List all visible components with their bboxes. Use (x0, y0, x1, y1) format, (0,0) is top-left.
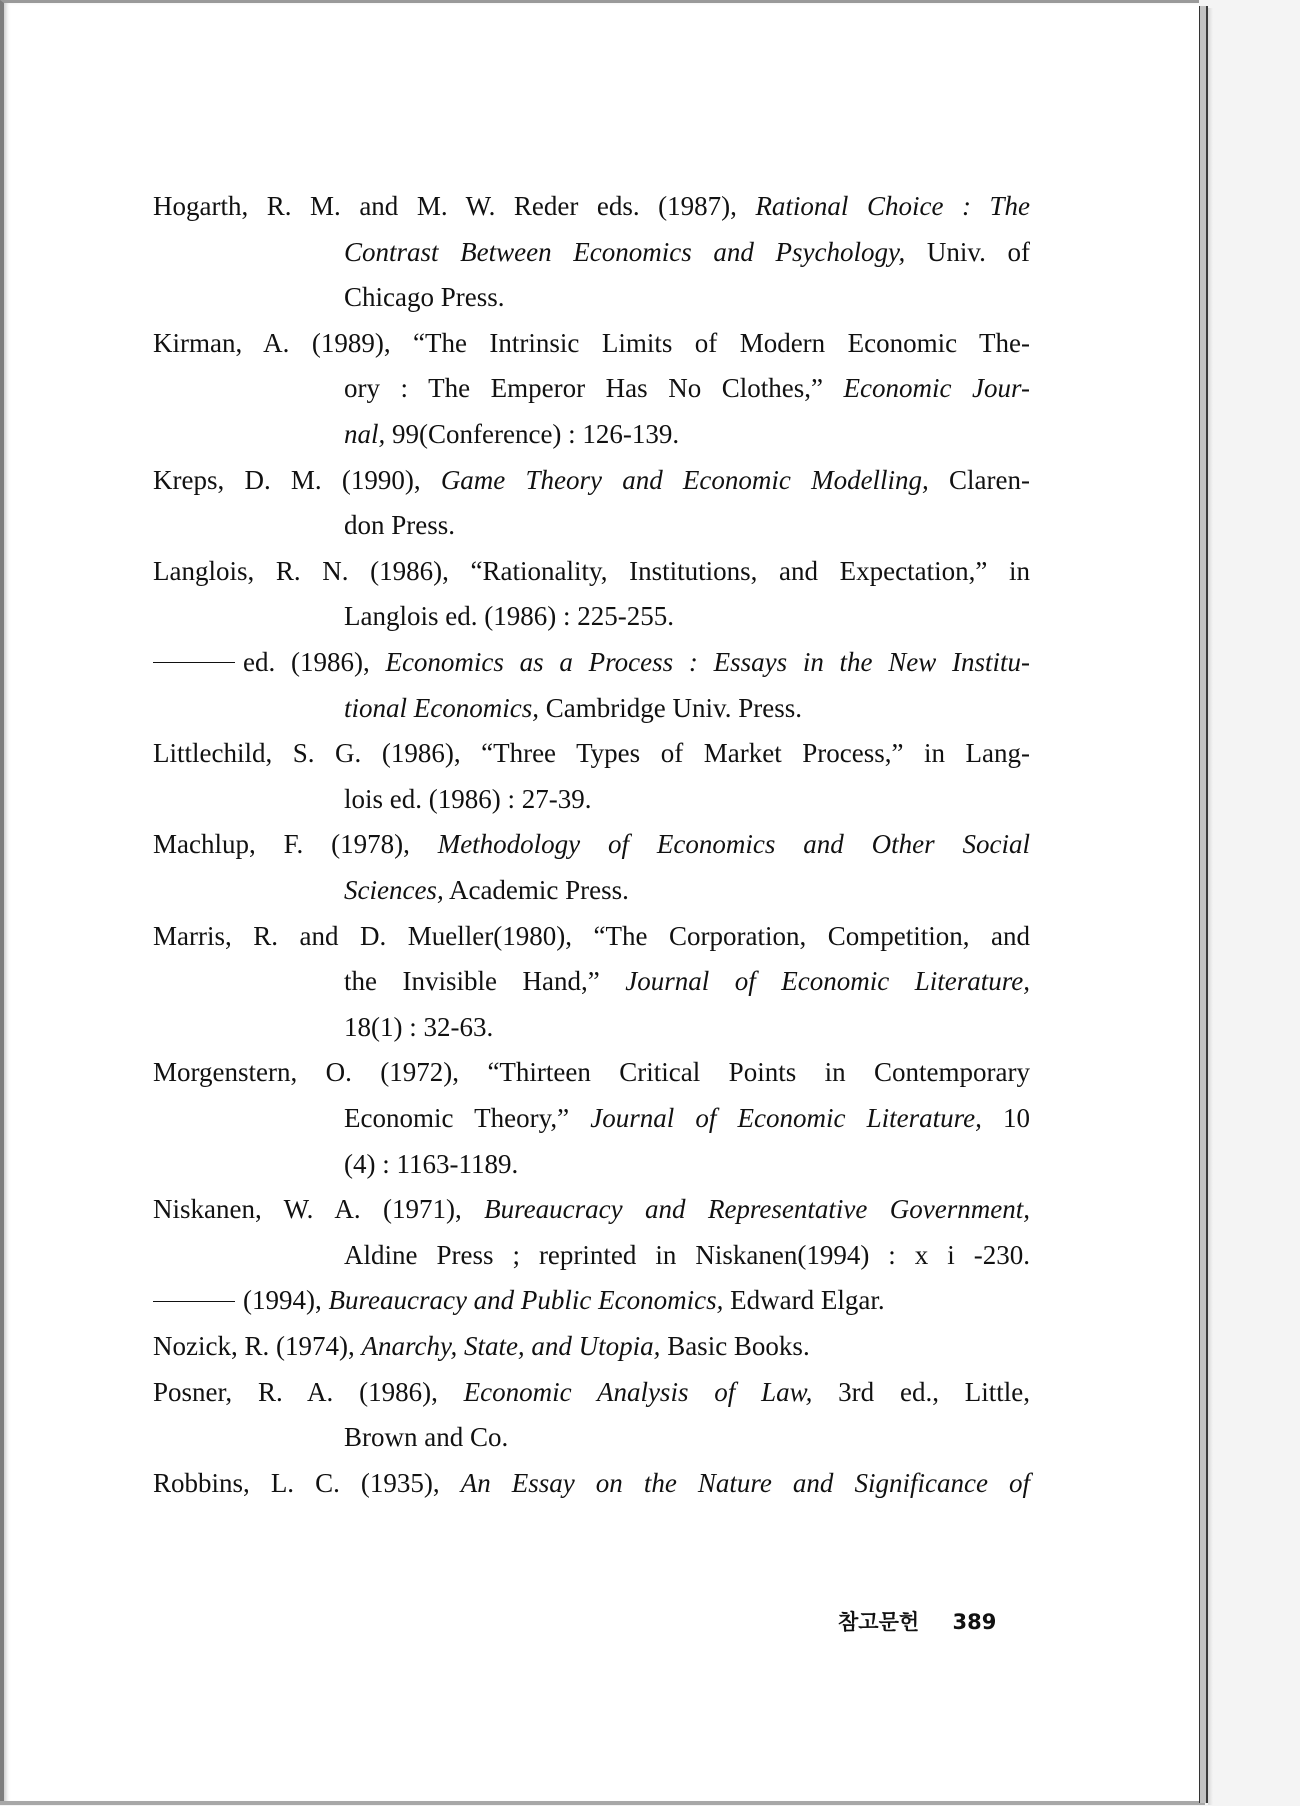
reference-title-italic: Bureaucracy and Representative Government, (484, 1194, 1031, 1225)
reference-entry-line (153, 919, 1030, 953)
reference-entry-line (153, 736, 1030, 770)
reference-title-italic: Bureaucracy and Public Economics, (328, 1285, 724, 1316)
reference-entry-line (153, 554, 1030, 588)
reference-text: Chicago Press. (344, 282, 505, 313)
reference-title-italic: Journal of Economic Literature, (590, 1103, 982, 1133)
reference-text: 10 (981, 1103, 1030, 1133)
reference-text: Morgenstern, O. (1972), “Thirteen Critical Points in Contemporary (153, 1057, 1030, 1088)
reference-continuation-line (344, 508, 1030, 542)
reference-text: (1994), (243, 1285, 329, 1316)
reference-entry-line (153, 326, 1030, 360)
reference-text: Economic Theory,” (344, 1103, 591, 1133)
reference-entry-line (153, 827, 1030, 861)
reference-entry-line (153, 1283, 1030, 1317)
reference-continuation-line (344, 1101, 1030, 1135)
reference-continuation-line (344, 280, 1030, 314)
reference-entry-line (153, 1466, 1030, 1500)
reference-text: Nozick, R. (1974), (153, 1331, 362, 1361)
reference-text: lois ed. (1986) : 27-39. (344, 783, 592, 814)
reference-title-italic: An Essay on the Nature and Significance of (460, 1467, 1030, 1498)
reference-text: Kirman, A. (1989), “The Intrinsic Limits of Modern Economic The- (153, 327, 1030, 358)
reference-text: the Invisible Hand,” (344, 966, 626, 997)
reference-text: Claren- (928, 464, 1030, 495)
reference-continuation-line (344, 1010, 1030, 1044)
reference-continuation-line (344, 371, 1030, 405)
reference-text: Hogarth, R. M. and M. W. Reder eds. (1987), (153, 191, 756, 221)
reference-text: 18(1) : 32-63. (344, 1011, 494, 1042)
reference-title-italic: Sciences, (344, 875, 444, 905)
reference-text: Robbins, L. C. (1935), (153, 1467, 461, 1498)
reference-text: ed. (1986), (243, 647, 386, 677)
reference-text: (4) : 1163-1189. (344, 1148, 519, 1179)
reference-continuation-line (344, 1238, 1030, 1272)
reference-text: Langlois ed. (1986) : 225-255. (344, 601, 674, 632)
reference-title-italic: Journal of Economic Literature, (625, 966, 1030, 997)
reference-title-italic: Economic Analysis of Law, (463, 1376, 813, 1407)
reference-entry-line (153, 1055, 1030, 1089)
reference-title-italic: Game Theory and Economic Modelling, (440, 464, 929, 495)
reference-text: Brown and Co. (344, 1422, 509, 1453)
reference-continuation-line (344, 417, 1030, 451)
reference-text: Basic Books. (660, 1331, 810, 1361)
reference-title-italic: Methodology of Economics and Other Social (437, 829, 1030, 860)
reference-title-italic: nal, (344, 419, 386, 449)
reference-text: Marris, R. and D. Mueller(1980), “The Corporation, Competition, and (153, 920, 1030, 951)
reference-title-italic: Economics as a Process : Essays in the New Institu- (385, 647, 1031, 677)
reference-continuation-line (344, 873, 1030, 907)
reference-text: Kreps, D. M. (1990), (153, 464, 441, 495)
reference-continuation-line (344, 599, 1030, 633)
reference-text: Posner, R. A. (1986), (153, 1376, 464, 1407)
reference-entry-line (153, 1375, 1030, 1409)
reference-title-italic: tional Economics, (344, 692, 539, 723)
reference-entry-line (153, 463, 1030, 497)
reference-continuation-line (344, 691, 1030, 725)
reference-text: Academic Press. (443, 875, 629, 905)
page-spine-edge (1199, 6, 1208, 1803)
reference-text: Littlechild, S. G. (1986), “Three Types of Market Process,” in Lang- (153, 738, 1030, 769)
reference-text: 3rd ed., Little, (812, 1376, 1030, 1407)
reference-entry-line (153, 645, 1030, 679)
reference-text: don Press. (344, 510, 456, 541)
reference-title-italic: Contrast Between Economics and Psychology, (344, 236, 906, 267)
page-shadow (1208, 8, 1213, 1805)
reference-continuation-line (344, 964, 1030, 998)
reference-text: Cambridge Univ. Press. (538, 692, 802, 723)
reference-title-italic: Economic Jour- (843, 373, 1031, 404)
reference-text: ory : The Emperor Has No Clothes,” (344, 373, 844, 404)
reference-entry-line (153, 1192, 1030, 1226)
reference-text: Univ. of (905, 236, 1030, 267)
reference-title-italic: Rational Choice : The (755, 191, 1030, 221)
reference-entry-line (153, 189, 1030, 223)
reference-text: Langlois, R. N. (1986), “Rationality, Institutions, and Expectation,” in (153, 555, 1030, 586)
reference-text: Edward Elgar. (723, 1285, 885, 1316)
reference-continuation-line (344, 1420, 1030, 1454)
page-bottom-edge (0, 1801, 1205, 1805)
reference-title-italic: Anarchy, State, and Utopia, (361, 1331, 661, 1361)
page-footer (838, 1606, 996, 1636)
reference-continuation-line (344, 782, 1030, 816)
section-title: 참고문헌 (838, 1610, 920, 1634)
reference-text: 99(Conference) : 126-139. (385, 419, 680, 449)
same-author-dash (153, 1301, 235, 1302)
reference-entry-line (153, 1329, 1030, 1363)
reference-continuation-line (344, 235, 1030, 269)
reference-text: Aldine Press ; reprinted in Niskanen(1994) : x i -230. (344, 1239, 1030, 1270)
reference-continuation-line (344, 1147, 1030, 1181)
reference-text: Machlup, F. (1978), (153, 829, 438, 860)
reference-text: Niskanen, W. A. (1971), (153, 1194, 485, 1225)
same-author-dash (153, 662, 235, 663)
page-number: 389 (952, 1610, 997, 1634)
